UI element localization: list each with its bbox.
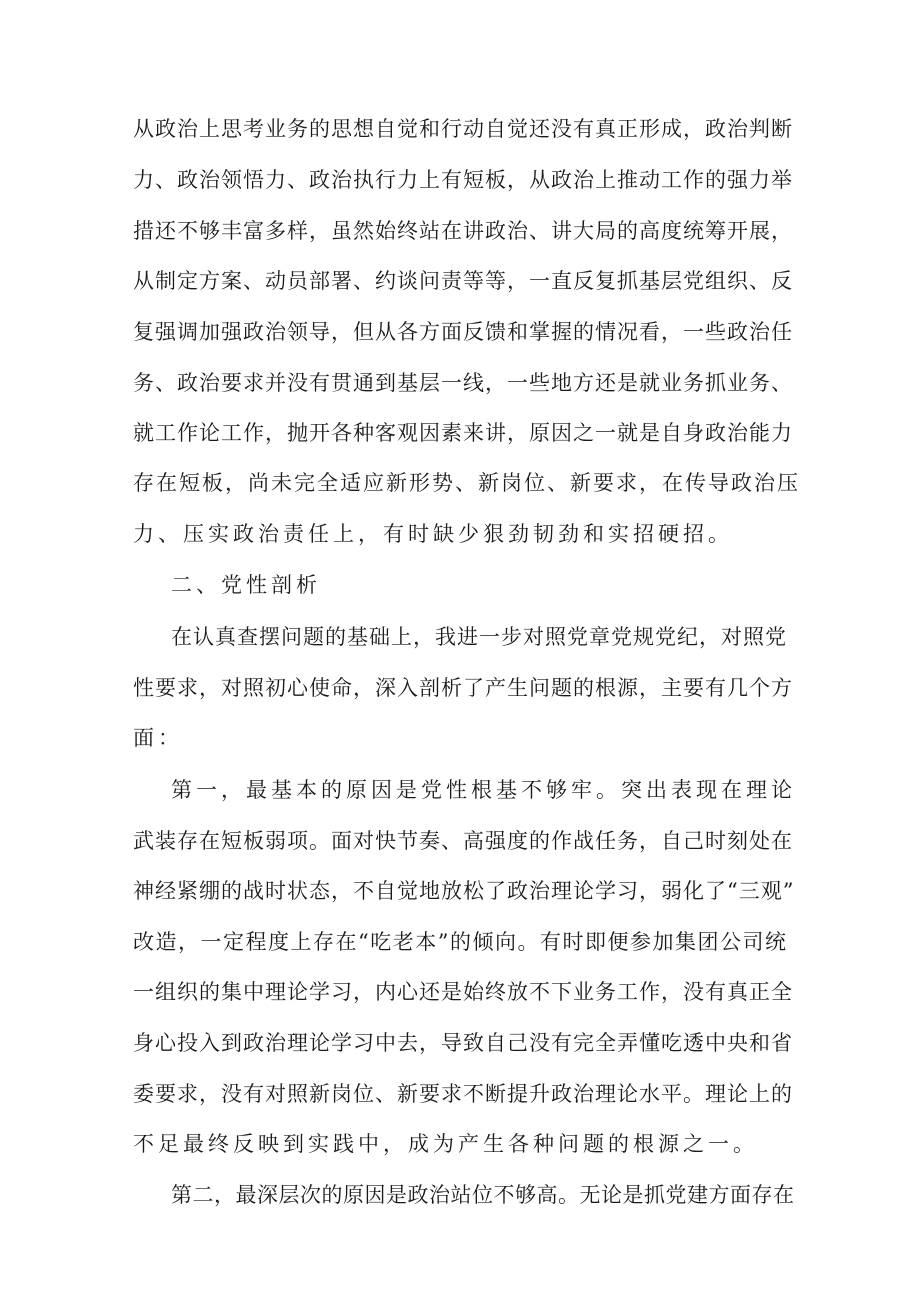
text-line: 力、压实政治责任上，有时缺少狠劲韧劲和实招硬招。 xyxy=(133,522,733,546)
text-line: 武装存在短板弱项。面对快节奏、高强度的作战任务，自己时刻处在 xyxy=(133,829,793,853)
text-line: 神经紧绷的战时状态，不自觉地放松了政治理论学习，弱化了“三观” xyxy=(133,879,795,903)
text-line: 委要求，没有对照新岗位、新要求不断提升政治理论水平。理论上的 xyxy=(133,1082,793,1106)
text-line: 改造，一定程度上存在“吃老本”的倾向。有时即便参加集团公司统 xyxy=(133,930,788,954)
text-line: 第二，最深层次的原因是政治站位不够高。无论是抓党建方面存在 xyxy=(171,1183,795,1207)
text-line: 复强调加强政治领导，但从各方面反馈和掌握的情况看，一些政治任 xyxy=(133,320,793,344)
text-line: 一组织的集中理论学习，内心还是始终放不下业务工作，没有真正全 xyxy=(133,980,793,1004)
section-heading: 二、党性剖析 xyxy=(171,573,321,597)
text-line: 在认真查摆问题的基础上，我进一步对照党章党规党纪，对照党 xyxy=(171,625,787,649)
text-line: 身心投入到政治理论学习中去，导致自己没有完全弄懂吃透中央和省 xyxy=(133,1031,793,1055)
text-line: 从政治上思考业务的思想自觉和行动自觉还没有真正形成，政治判断 xyxy=(133,117,793,141)
text-line: 力、政治领悟力、政治执行力上有短板，从政治上推动工作的强力举 xyxy=(133,168,793,192)
text-line: 不足最终反映到实践中，成为产生各种问题的根源之一。 xyxy=(133,1132,758,1156)
text-line: 措还不够丰富多样，虽然始终站在讲政治、讲大局的高度统筹开展， xyxy=(133,219,793,243)
text-line: 第一，最基本的原因是党性根基不够牢。突出表现在理论 xyxy=(171,778,796,802)
text-line: 面： xyxy=(133,726,183,750)
text-line: 从制定方案、动员部署、约谈问责等等，一直反复抓基层党组织、反 xyxy=(133,269,793,293)
text-line: 性要求，对照初心使命，深入剖析了产生问题的根源，主要有几个方 xyxy=(133,676,793,700)
text-line: 就工作论工作，抛开各种客观因素来讲，原因之一就是自身政治能力 xyxy=(133,421,793,445)
text-line: 务、政治要求并没有贯通到基层一线，一些地方还是就业务抓业务、 xyxy=(133,371,793,395)
text-line: 存在短板，尚未完全适应新形势、新岗位、新要求，在传导政治压 xyxy=(133,471,800,495)
